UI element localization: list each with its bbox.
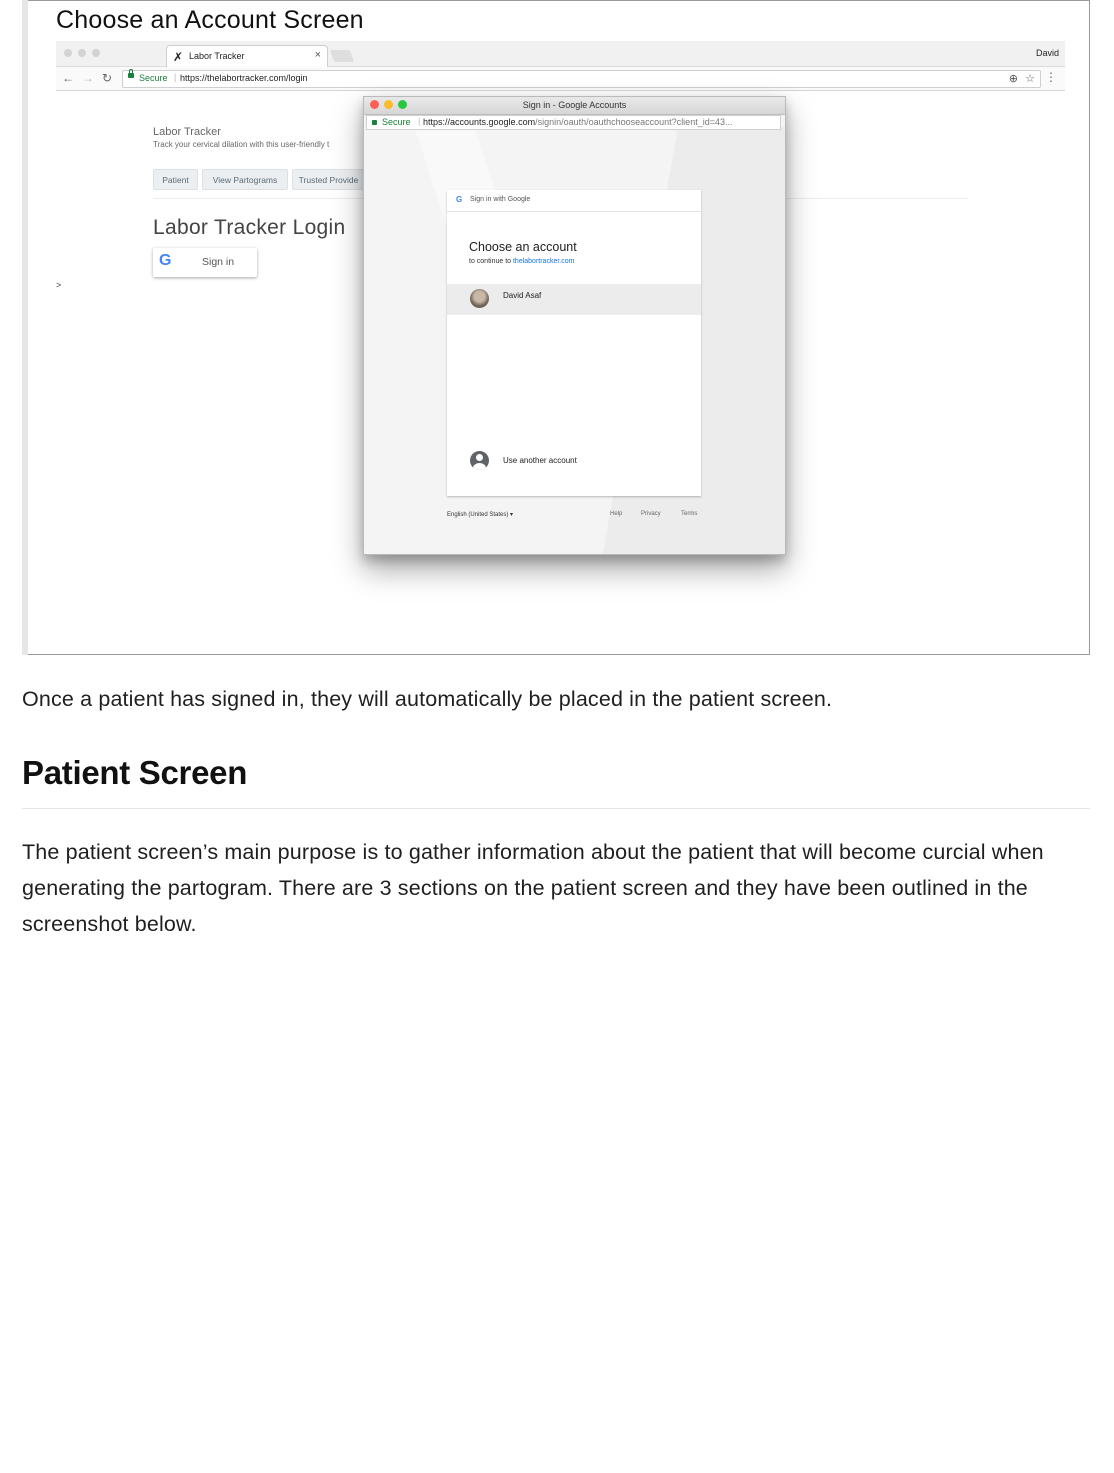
card-header-text: Sign in with Google [470,196,531,203]
continue-link[interactable]: thelabortracker.com [512,258,575,265]
window-minimize-dot[interactable] [78,49,86,57]
url-separator: | [174,72,177,82]
google-g-icon: G [159,252,172,269]
paragraph-patient-screen: The patient screen’s main purpose is to gather information about the patient that will become curcial when generating the partogram. There are 3 sections on the patient screen and they have been outlined in the screenshot below. [22,840,1044,936]
continue-to-text [469,258,574,265]
section-heading-patient-screen: Patient Screen [22,754,248,791]
tab-title: Labor Tracker [189,51,245,61]
browser-profile-name[interactable]: David [1035,48,1059,58]
frame-left-bar [22,0,28,655]
language-value: English (United States) [447,512,509,518]
google-signin-popup [363,96,786,555]
figure-caption: Choose an Account Screen [56,6,364,34]
account-circle-icon [470,451,489,470]
window-close-dot[interactable] [64,49,72,57]
browser-address-bar [56,67,1065,91]
url-input[interactable] [122,70,1041,88]
forward-icon[interactable]: → [82,71,94,85]
popup-url-text [423,117,732,127]
footer-terms-link[interactable]: Terms [681,511,698,517]
paragraph-signed-in: Once a patient has signed in, they will automatically be placed in the patient screen. [22,687,833,711]
heading-rule [22,808,1090,809]
footer-privacy-link[interactable]: Privacy [641,511,661,517]
secure-label: Secure [382,117,411,127]
avatar [470,289,489,308]
lock-icon [372,120,377,125]
choose-account-title: Choose an account [469,240,577,254]
account-name: David Asaf [503,291,542,300]
lock-icon [128,73,134,78]
browser-tab-bar [56,41,1065,67]
star-icon[interactable]: ☆ [1025,73,1035,85]
account-chooser-card [447,190,701,496]
zoom-icon[interactable]: ⊕ [1008,73,1018,85]
browser-tab[interactable] [166,45,328,67]
login-title: Labor Tracker Login [153,216,346,239]
nav-patient-button[interactable]: Patient [153,169,198,190]
nav-view-partograms-button[interactable]: View Partograms [202,169,288,190]
back-icon[interactable]: ← [62,71,74,85]
new-tab-button[interactable] [330,50,354,62]
tab-close-icon[interactable]: × [314,49,321,61]
google-g-icon: G [456,195,463,204]
nav-trusted-providers-button[interactable]: Trusted Provide [292,169,364,190]
url-path: /signin/oauth/oauthchooseaccount?client_id=43... [535,117,733,127]
footer-help-link[interactable]: Help [610,511,623,517]
reload-icon[interactable]: ↻ [102,71,113,85]
popup-url-bar[interactable] [366,115,781,130]
menu-icon[interactable]: ⋮ [1045,70,1057,84]
use-another-account-button[interactable]: Use another account [503,456,577,465]
popup-window-title: Sign in - Google Accounts [522,100,627,110]
app-brand[interactable]: Labor Tracker [153,126,221,138]
sign-in-label: Sign in [202,256,235,268]
labor-tracker-favicon-icon: ✗ [173,50,184,64]
language-selector[interactable] [447,511,513,518]
url-separator: | [418,116,421,126]
url-text: https://thelabortracker.com/login [180,73,308,83]
google-sign-in-button[interactable] [153,248,257,277]
account-row-david[interactable] [447,284,701,315]
popup-title-bar [364,97,785,115]
url-host: https://accounts.google.com [423,117,536,127]
card-header [447,190,701,212]
continue-prefix: to continue to [469,258,512,265]
window-zoom-dot[interactable] [92,49,100,57]
app-tagline: Track your cervical dilation with this user-friendly t [153,140,330,149]
chevron-down-icon: ▾ [510,512,514,518]
chevron-right-icon: > [56,280,62,290]
secure-label: Secure [139,73,168,83]
